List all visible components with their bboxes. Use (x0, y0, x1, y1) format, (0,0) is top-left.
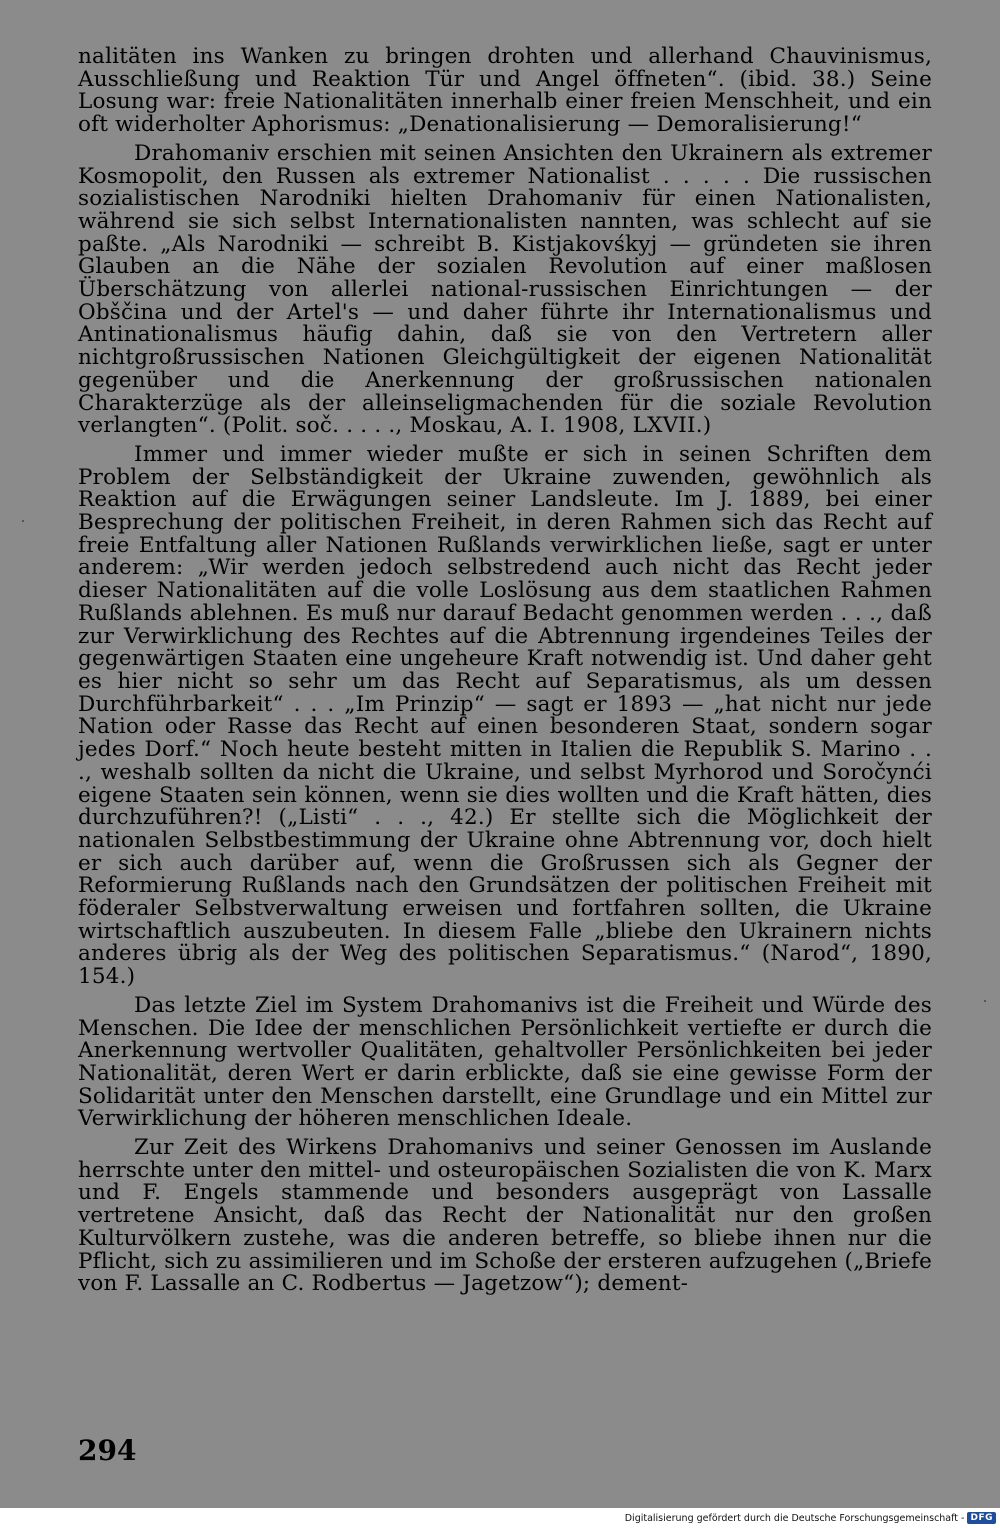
page-number: 294 (78, 1434, 137, 1467)
paragraph-2: Drahomaniv erschien mit seinen Ansichten den Ukrainern als extremer Kosmopolit, den Russen als extremer Nationalist . . . . . Die russischen sozialistischen Narodniki hielten Drahomaniv für einen Nationalisten, während sie sich selbst Internationalisten nannten, was schlecht auf sie paßte. „Als Narodniki — schreibt B. Kistjakovśkyj — gründeten sie ihren Glauben an die Nähe der sozialen Revolution auf einer maßlosen Überschätzung von allerlei national-russischen Einrichtungen — der Obščina und der Artel's — und daher führte ihr Internationalismus und Antinationalismus häufig dahin, daß sie von den Vertretern aller nichtgroßrussischen Nationen Gleichgültigkeit der eigenen Nationalität gegenüber und die Anerkennung der großrussischen nationalen Charakterzüge als der alleinseligmachenden für die soziale Revolution verlangten“. (Polit. soč. . . . ., Moskau, A. I. 1908, LXVII.) (78, 140, 932, 439)
dfg-logo: DFG (967, 1512, 996, 1524)
paragraph-1: nalitäten ins Wanken zu bringen drohten und allerhand Chauvinismus, Ausschließung und Reaktion Tür und Angel öffneten“. (ibid. 38.) Seine Losung war: freie Nationalitäten innerhalb einer freien Menschheit, und ein oft widerholter Aphorismus: „Denationalisierung — Demoralisierung!“ (78, 44, 932, 138)
digitization-footer (625, 1512, 996, 1524)
footer-credit: Digitalisierung gefördert durch die Deutsche Forschungsgemeinschaft - (624, 1512, 965, 1524)
scan-speck (22, 520, 24, 522)
paragraph-4: Das letzte Ziel im System Drahomanivs ist die Freiheit und Würde des Menschen. Die Idee der menschlichen Persönlichkeit vertiefte er durch die Anerkennung wertvoller Qualitäten, gehaltvoller Persönlichkeiten bei jeder Nationalität, deren Wert er darin erblickte, daß sie eine gewisse Form der Solidarität unter den Menschen darstellt, eine Grundlage und ein Mittel zur Verwirklichung der höheren menschlichen Ideale. (78, 992, 932, 1132)
body-text (78, 46, 932, 1302)
paragraph-5: Zur Zeit des Wirkens Drahomanivs und seiner Genossen im Auslande herrschte unter den mittel- und osteuropäischen Sozialisten die von K. Marx und F. Engels stammende und besonders ausgeprägt von Lassalle vertretene Ansicht, daß das Recht der Nationalität nur den großen Kulturvölkern zustehe, was die anderen betreffe, so bliebe ihnen nur die Pflicht, sich zu assimilieren und im Schoße der ersteren aufzugehen („Briefe von F. Lassalle an C. Rodbertus — Jagetzow“); dement- (78, 1135, 932, 1297)
scan-speck (984, 1000, 986, 1002)
paragraph-3: Immer und immer wieder mußte er sich in seinen Schriften dem Problem der Selbständigkeit der Ukraine zuwenden, gewöhnlich als Reaktion auf die Erwägungen seiner Landsleute. Im J. 1889, bei einer Besprechung der politischen Freiheit, in deren Rahmen sich das Recht auf freie Entfaltung aller Nationen Rußlands verwirklichen ließe, sagt er unter anderem: „Wir werden jedoch selbstredend auch nicht das Recht jeder dieser Nationalitäten auf die volle Loslösung aus dem staatlichen Rahmen Rußlands ablehnen. Es muß nur darauf Bedacht genommen werden . . ., daß zur Verwirklichung des Rechtes auf die Abtrennung irgendeines Teiles der gegenwärtigen Staaten eine ungeheure Kraft notwendig ist. Und daher geht es hier nicht so sehr um das Recht auf Separatismus, als um dessen Durchführbarkeit“ . . . „Im Prinzip“ — sagt er 1893 — „hat nicht nur jede Nation oder Rasse das Recht auf einen besonderen Staat, sondern sogar jedes Dorf.“ Noch heute besteht mitten in Italien die Republik S. Marino . . ., weshalb sollten da nicht die Ukraine, und selbst Myrhorod und Soročynći eigene Staaten sein können, wenn sie dies wollten und die Kraft hätten, dies durchzuführen?! („Listi“ . . ., 42.) Er stellte sich die Möglichkeit der nationalen Selbstbestimmung der Ukraine ohne Abtrennung vor, doch hielt er sich auch darüber auf, wenn die Großrussen sich als Gegner der Reformierung Rußlands nach den Grundsätzen der politischen Freiheit mit föderaler Selbstverwaltung erweisen und fortfahren sollten, die Ukraine wirtschaftlich auszubeuten. In diesem Falle „bliebe den Ukrainern nichts anderes übrig als der Weg des politischen Separatismus.“ (Narod“, 1890, 154.) (78, 441, 932, 990)
